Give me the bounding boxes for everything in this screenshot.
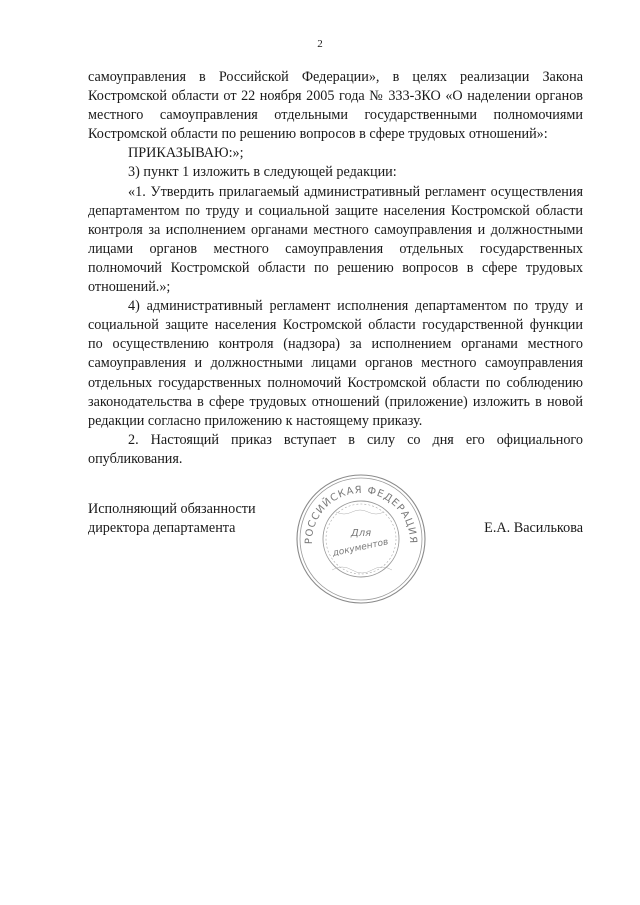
paragraph-intro: самоуправления в Российской Федерации», в целях реализации Закона Костромской области от 22 ноября 2005 года № 333-ЗКО «О наделении органов местного самоуправления отдельными государственными полномочиями Костромской области по решению вопросов в сфере трудовых отношений»: bbox=[88, 69, 583, 143]
seal-center-line1: Для bbox=[350, 528, 372, 539]
paragraph-effective: 2. Настоящий приказ вступает в силу со дня его официального опубликования. bbox=[88, 431, 583, 467]
paragraph-order: ПРИКАЗЫВАЮ:»; bbox=[128, 145, 244, 162]
paragraph-item-4: 4) административный регламент исполнения департаментом по труду и социальной защите населения Костромской области государственной функции по осуществлению контроля (надзора) за исполнением органами местного самоуправления и должностными лицами органов местного самоуправления отдельных государственных полномочий Костромской области по соблюдению законодательства в сфере трудовых отношений (приложение) изложить в новой редакции согласно приложению к настоящему приказу. bbox=[88, 298, 583, 429]
paragraph-item-3: 3) пункт 1 изложить в следующей редакции: bbox=[128, 164, 397, 181]
official-seal bbox=[292, 470, 430, 608]
signatory-name: Е.А. Василькова bbox=[484, 520, 583, 536]
seal-center-line2: документов bbox=[331, 537, 390, 559]
signatory-title bbox=[88, 500, 256, 538]
signatory-title-line2: директора департамента bbox=[88, 520, 236, 537]
seal-outer-text: РОССИЙСКАЯ ФЕДЕРАЦИЯ bbox=[303, 484, 419, 545]
paragraph-point-1: «1. Утвердить прилагаемый административный регламент осуществления департаментом по труду и социальной защите населения Костромской области контроля за исполнением органами местного самоуправления и должностными лицами органов местного самоуправления отдельных государственных полномочий Костромской области по решению вопросов в сфере трудовых отношений.»; bbox=[88, 183, 583, 296]
signatory-title-line1: Исполняющий обязанности bbox=[88, 501, 256, 517]
document-body bbox=[88, 68, 583, 469]
page-number: 2 bbox=[317, 38, 323, 50]
